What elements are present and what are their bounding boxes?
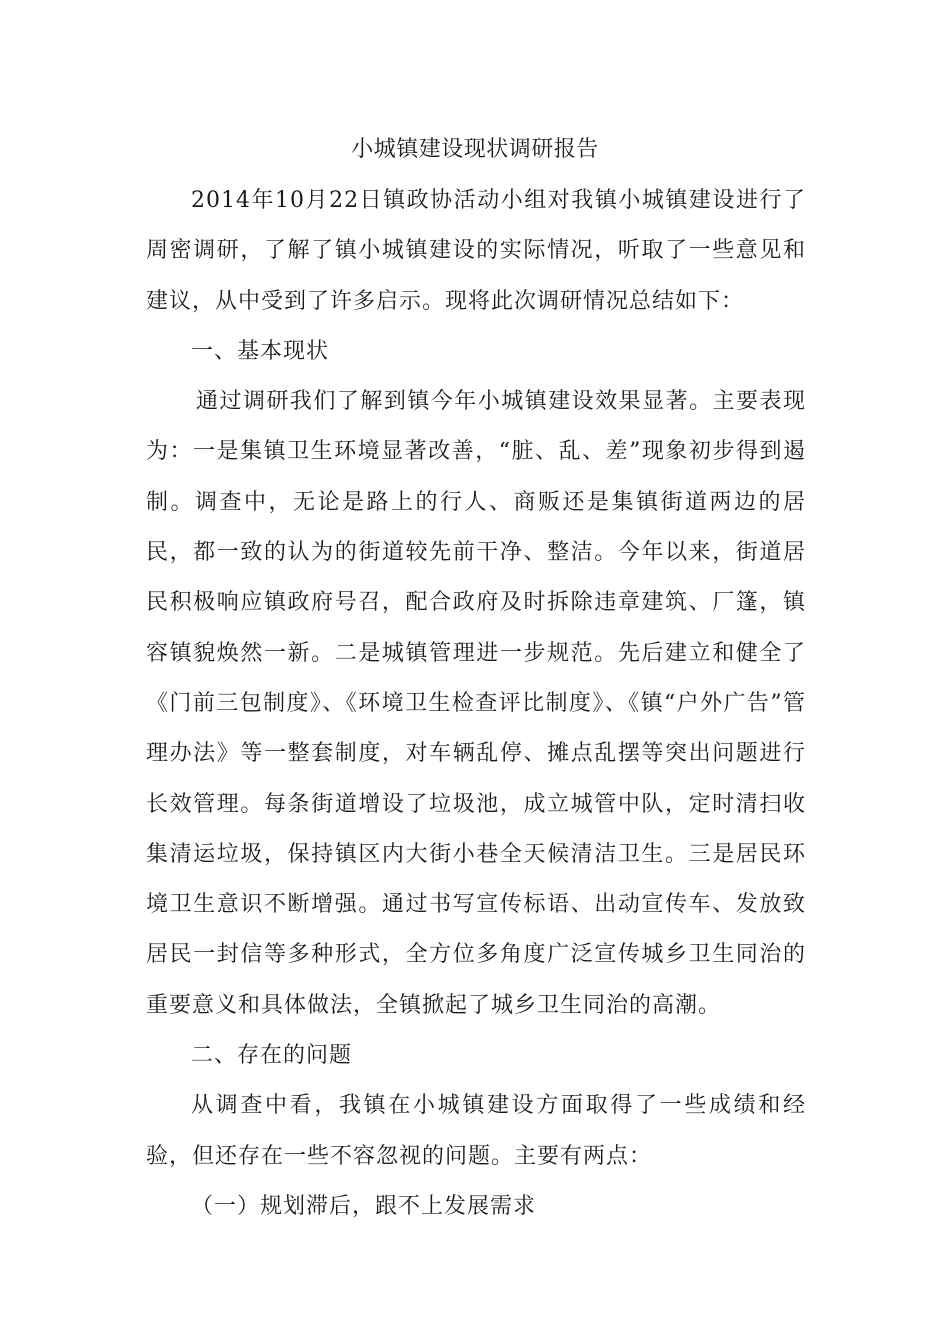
document-title: 小城镇建设现状调研报告: [351, 137, 599, 162]
section-heading-basic-status: 一、基本现状: [191, 338, 330, 364]
problems-paragraph: 从调查中看，我镇在小城镇建设方面取得了一些成绩和经验，但还存在一些不容忽视的问题。主要有两点：: [146, 1093, 806, 1169]
basic-status-paragraph: 通过调研我们了解到镇今年小城镇建设效果显著。主要表现为：一是集镇卫生环境显著改善，“脏、乱、差”现象初步得到遏制。调查中，无论是路上的行人、商贩还是集镇街道两边的居民，都一致的认为的街道较先前干净、整洁。今年以来，街道居民积极响应镇政府号召，配合政府及时拆除违章建筑、厂篷，镇容镇貌焕然一新。二是城镇管理进一步规范。先后建立和健全了《门前三包制度》、《环境卫生检查评比制度》、《镇“户外广告”管理办法》等一整套制度，对车辆乱停、摊点乱摆等突出问题进行长效管理。每条街道增设了垃圾池，成立城管中队，定时清扫收集清运垃圾，保持镇区内大街小巷全天候清洁卫生。三是居民环境卫生意识不断增强。通过书写宣传标语、出动宣传车、发放致居民一封信等多种形式，全方位多角度广泛宣传城乡卫生同治的重要意义和具体做法，全镇掀起了城乡卫生同治的高潮。: [146, 389, 806, 1018]
section-heading-problems: 二、存在的问题: [191, 1043, 353, 1069]
subsection-heading-planning: （一）规划滞后，跟不上发展需求: [191, 1193, 537, 1219]
document-body: [146, 176, 806, 1232]
intro-paragraph: 2014年10月22日镇政协活动小组对我镇小城镇建设进行了周密调研，了解了镇小城镇建设的实际情况，听取了一些意见和建议，从中受到了许多启示。现将此次调研情况总结如下：: [146, 188, 806, 314]
